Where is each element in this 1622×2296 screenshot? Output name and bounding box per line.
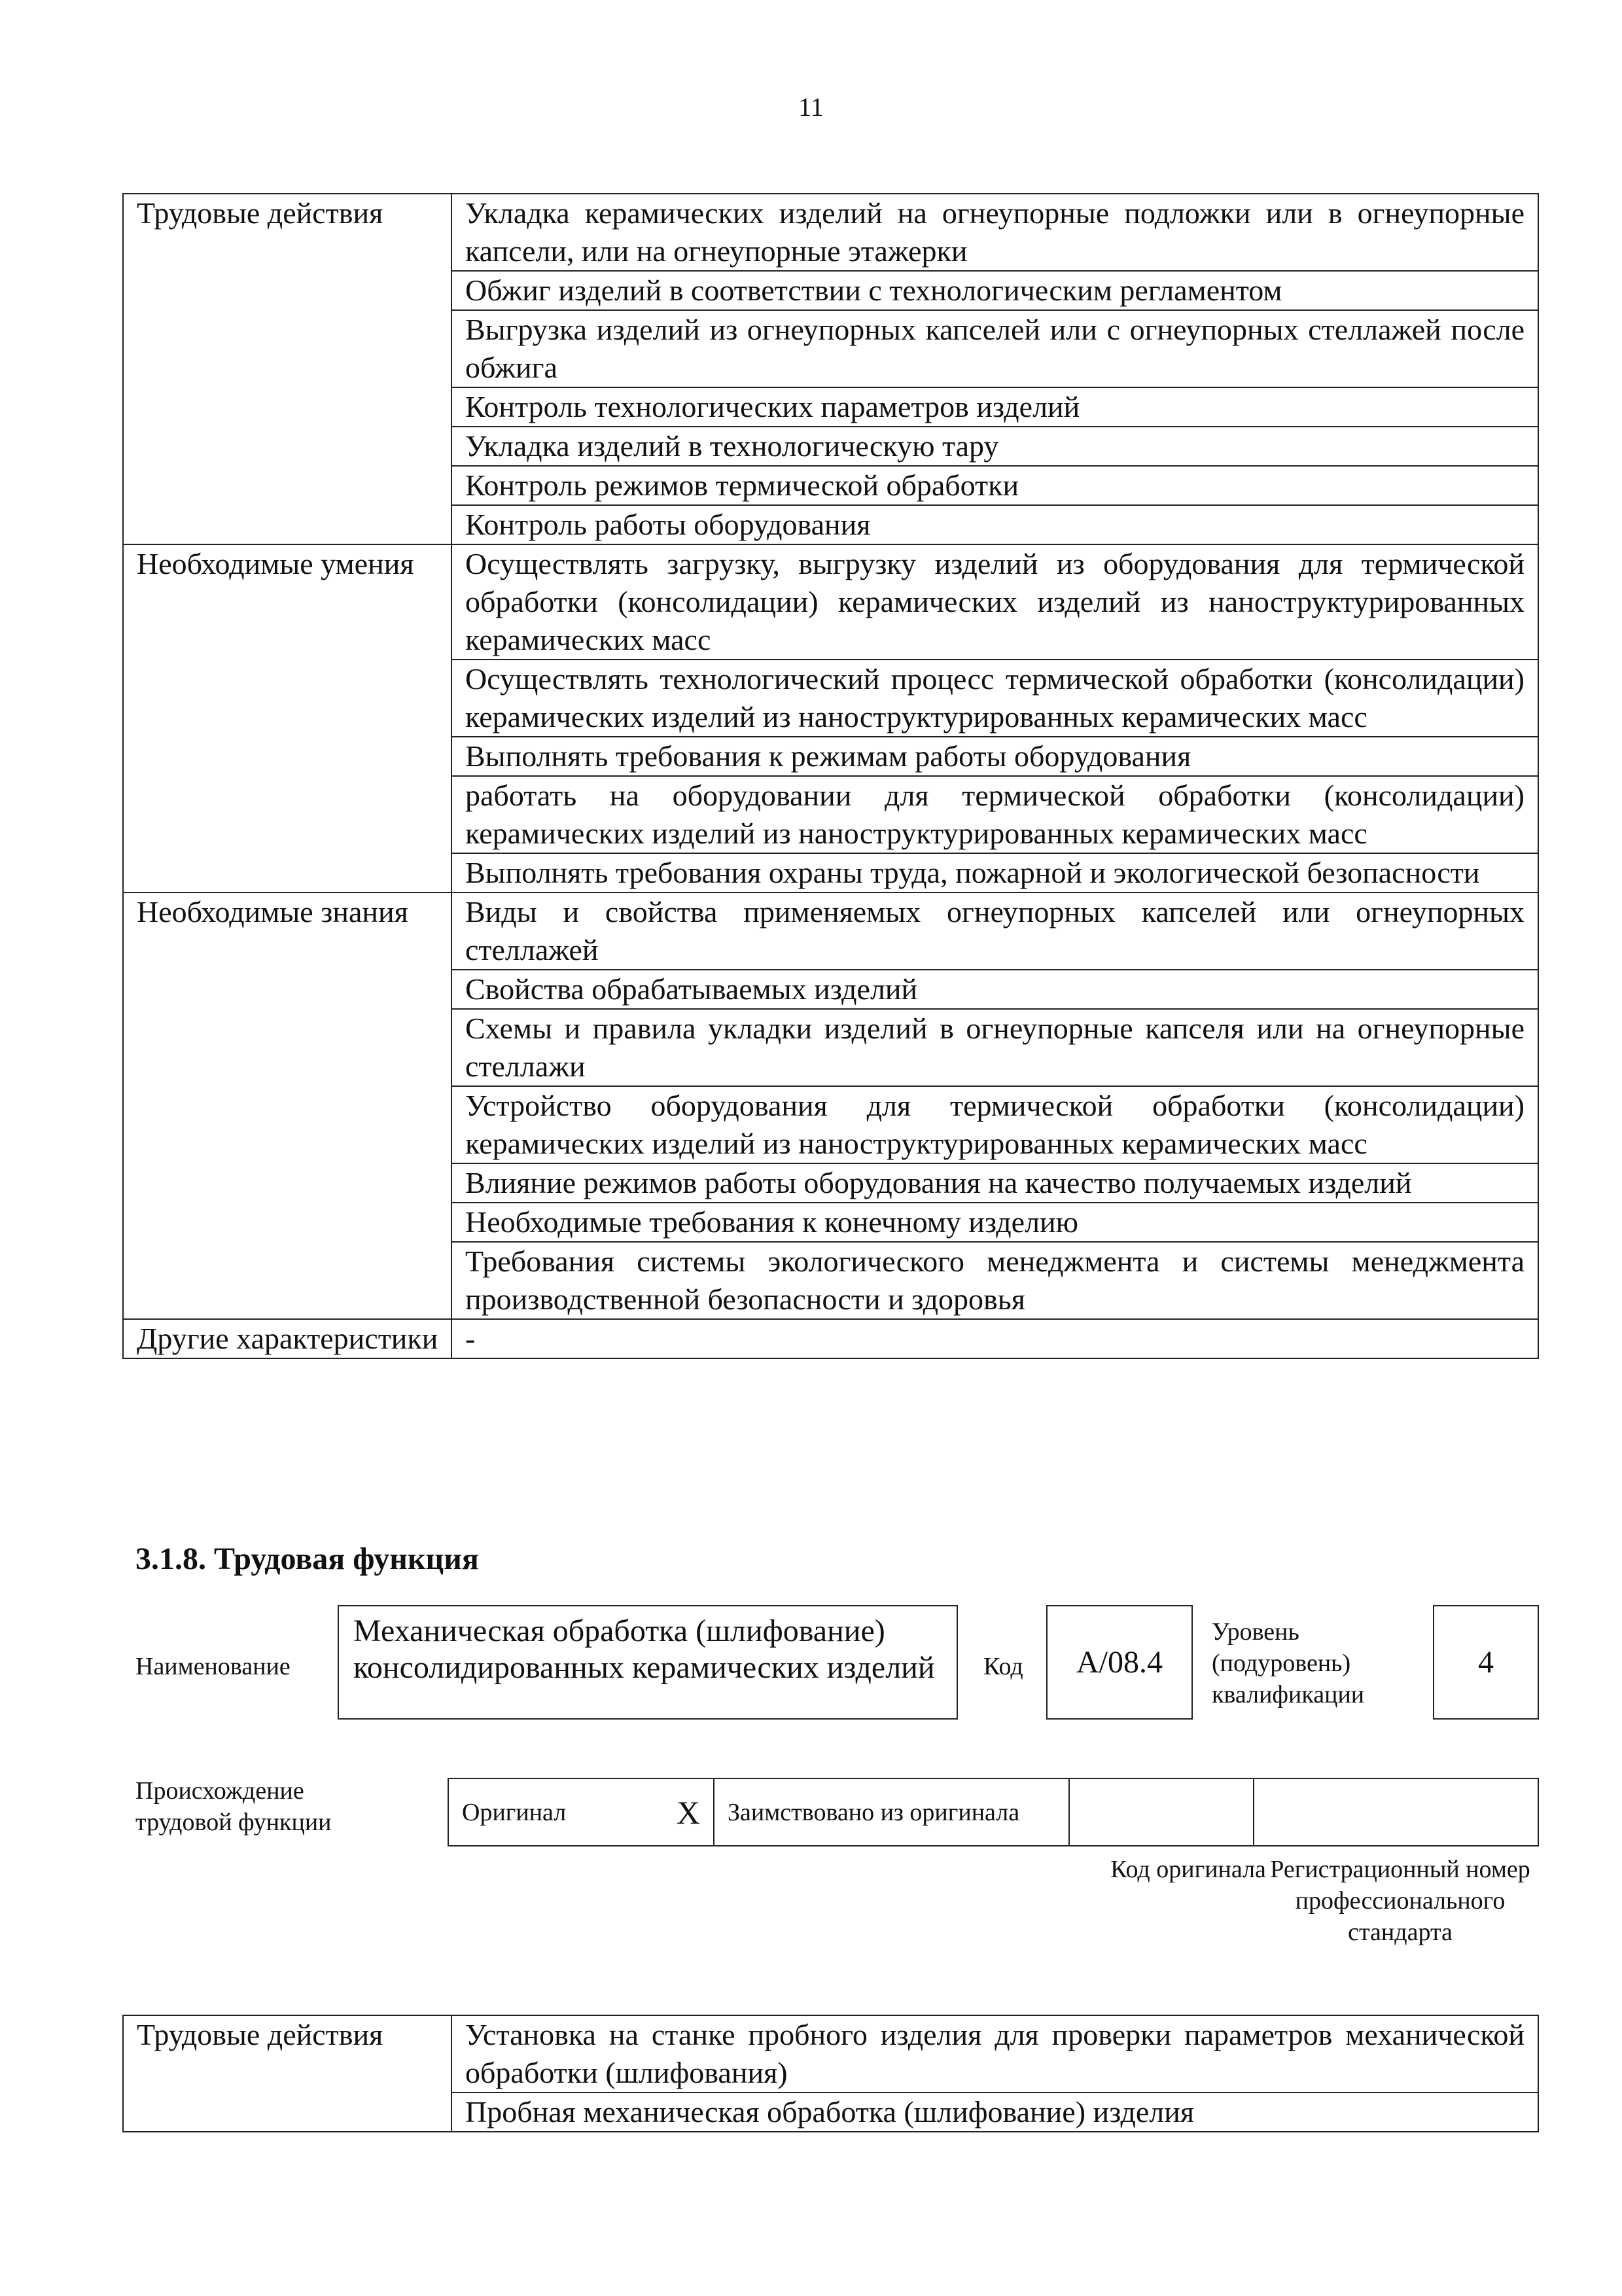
table-cell: Выполнять требования к режимам работы оборудования <box>451 737 1538 776</box>
origin-original-cell <box>448 1778 714 1846</box>
table-cell: Пробная механическая обработка (шлифование) изделия <box>451 2093 1538 2132</box>
original-mark: X <box>676 1793 700 1831</box>
code-box <box>1046 1605 1193 1720</box>
level-box <box>1433 1605 1539 1720</box>
table-cell: Установка на станке пробного изделия для проверки параметров механической обработки (шлифования) <box>451 2015 1538 2093</box>
table-cell: Укладка изделий в технологическую тару <box>451 427 1538 466</box>
row-group-label: Другие характеристики <box>123 1319 451 1358</box>
table-cell: Осуществлять загрузку, выгрузку изделий из оборудования для термической обработки (консолидации) керамических изделий из наноструктурированных керамических масс <box>451 544 1538 660</box>
table-cell: - <box>451 1319 1538 1358</box>
origin-label: Происхождение трудовой функции <box>135 1777 332 1836</box>
table-cell: Требования системы экологического менеджмента и системы менеджмента производственной безопасности и здоровья <box>451 1242 1538 1319</box>
table-cell: Схемы и правила укладки изделий в огнеупорные капселя или на огнеупорные стеллажи <box>451 1009 1538 1086</box>
code-value: A/08.4 <box>1076 1645 1163 1680</box>
name-value: Механическая обработка (шлифование) консолидированных керамических изделий <box>353 1614 935 1685</box>
table-cell: Контроль режимов термической обработки <box>451 466 1538 505</box>
table-cell: Осуществлять технологический процесс термической обработки (консолидации) керамических изделий из наноструктурированных керамических масс <box>451 660 1538 737</box>
table-cell: работать на оборудовании для термической обработки (консолидации) керамических изделий из наноструктурированных керамических масс <box>451 776 1538 853</box>
table-cell: Выгрузка изделий из огнеупорных капселей или с огнеупорных стеллажей после обжига <box>451 310 1538 387</box>
original-code-cell <box>1069 1778 1254 1846</box>
labor-function-table <box>122 193 1539 1359</box>
table-cell: Устройство оборудования для термической обработки (консолидации) керамических изделий из наноструктурированных керамических масс <box>451 1086 1538 1163</box>
code-label: Код <box>983 1653 1023 1680</box>
table-cell: Контроль работы оборудования <box>451 505 1538 544</box>
table-cell: Контроль технологических параметров изделий <box>451 387 1538 427</box>
level-label: Уровень (подуровень) квалификации <box>1212 1618 1365 1708</box>
section-heading: 3.1.8. Трудовая функция <box>135 1542 479 1576</box>
level-value: 4 <box>1478 1645 1494 1680</box>
original-label: Оригинал <box>462 1798 567 1826</box>
table-cell: Выполнять требования охраны труда, пожарной и экологической безопасности <box>451 853 1538 892</box>
table-cell: Укладка керамических изделий на огнеупорные подложки или в огнеупорные капсели, или на огнеупорные этажерки <box>451 194 1538 271</box>
name-label: Наименование <box>135 1653 291 1680</box>
table-cell: Влияние режимов работы оборудования на качество получаемых изделий <box>451 1163 1538 1203</box>
table-cell: Свойства обрабатываемых изделий <box>451 970 1538 1009</box>
row-group-label: Трудовые действия <box>123 2015 451 2132</box>
row-group-label: Необходимые знания <box>123 892 451 1319</box>
code-original-caption: Код оригинала <box>1110 1856 1266 1883</box>
registration-number-caption: Регистрационный номер профессионального стандарта <box>1270 1856 1530 1946</box>
page-number: 11 <box>798 92 824 122</box>
registration-number-cell <box>1254 1778 1538 1846</box>
name-box <box>338 1605 958 1720</box>
table-row <box>123 544 1538 660</box>
row-group-label: Трудовые действия <box>123 194 451 544</box>
table-row <box>123 194 1538 271</box>
table-row <box>123 2015 1538 2093</box>
table-row <box>123 1319 1538 1358</box>
origin-table <box>448 1778 1539 1846</box>
row-group-label: Необходимые умения <box>123 544 451 892</box>
table-cell: Необходимые требования к конечному изделию <box>451 1203 1538 1242</box>
table-row <box>123 892 1538 970</box>
borrowed-label: Заимствовано из оригинала <box>728 1798 1020 1826</box>
table-cell: Виды и свойства применяемых огнеупорных капселей или огнеупорных стеллажей <box>451 892 1538 970</box>
labor-actions-table <box>122 2015 1539 2132</box>
borrowed-cell <box>714 1778 1069 1846</box>
table-cell: Обжиг изделий в соответствии с технологическим регламентом <box>451 271 1538 310</box>
